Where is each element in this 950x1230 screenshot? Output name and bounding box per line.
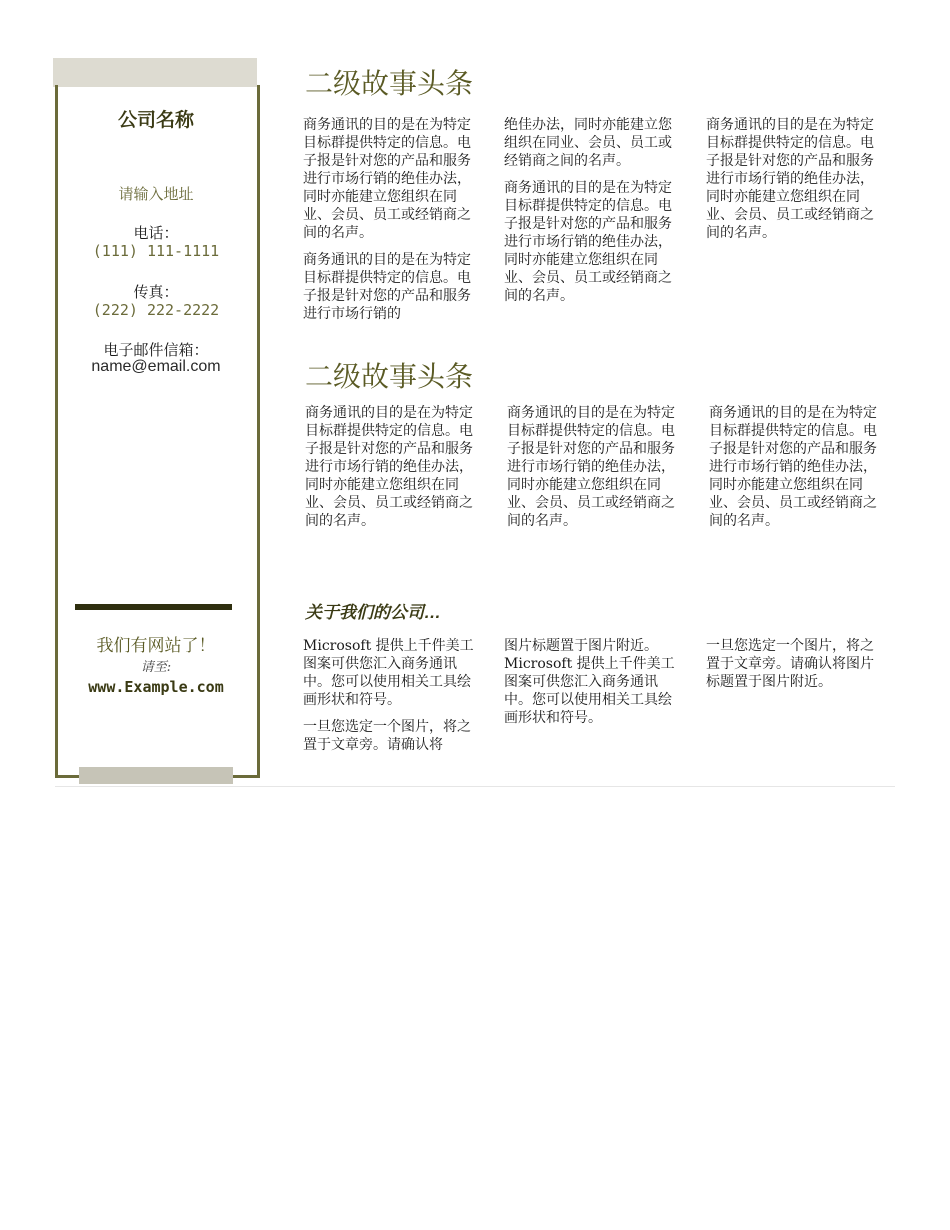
about-col1-para1: Microsoft 提供上千件美工图案可供您汇入商务通讯中。您可以使用相关工具绘画形状和符号。 xyxy=(303,638,474,708)
about-col2-para1: 图片标题置于图片附近。Microsoft 提供上千件美工图案可供您汇入商务通讯中。您可以使用相关工具绘画形状和符号。 xyxy=(504,638,675,726)
story1-column-3 xyxy=(706,116,878,251)
story2-col1-para: 商务通讯的目的是在为特定目标群提供特定的信息。电子报是针对您的产品和服务进行市场行销的绝佳办法，同时亦能建立您组织在同业、会员、员工或经销商之间的名声。 xyxy=(305,405,473,529)
story1-col2-para2: 商务通讯的目的是在为特定目标群提供特定的信息。电子报是针对您的产品和服务进行市场行销的绝佳办法，同时亦能建立您组织在同业、会员、员工或经销商之间的名声。 xyxy=(504,180,672,304)
email-address: name@email.com xyxy=(91,358,221,375)
phone-label: 电话： xyxy=(133,224,179,242)
phone-number: (111) 111-1111 xyxy=(92,242,220,260)
about-col1-para2: 一旦您选定一个图片，将之置于文章旁。请确认将 xyxy=(303,719,471,753)
story1-col1-para2: 商务通讯的目的是在为特定目标群提供特定的信息。电子报是针对您的产品和服务进行市场行销的 xyxy=(303,252,471,322)
fax-number: (222) 222-2222 xyxy=(92,301,220,319)
sidebar-divider xyxy=(75,604,232,610)
sidebar-top-band xyxy=(53,58,257,87)
story2-col2-para: 商务通讯的目的是在为特定目标群提供特定的信息。电子报是针对您的产品和服务进行市场行销的绝佳办法，同时亦能建立您组织在同业、会员、员工或经销商之间的名声。 xyxy=(507,405,675,529)
address: 请输入地址 xyxy=(118,185,194,203)
story2-headline: 二级故事头条 xyxy=(305,360,474,393)
website-url: www.Example.com xyxy=(88,678,224,696)
about-col3-para1: 一旦您选定一个图片，将之置于文章旁。请确认将图片标题置于图片附近。 xyxy=(706,638,874,690)
about-column-1 xyxy=(303,637,475,763)
story1-col1-para1: 商务通讯的目的是在为特定目标群提供特定的信息。电子报是针对您的产品和服务进行市场行销的绝佳办法，同时亦能建立您组织在同业、会员、员工或经销商之间的名声。 xyxy=(303,117,471,241)
about-column-2 xyxy=(504,637,676,736)
sidebar-bottom-band xyxy=(79,767,233,784)
fax-label: 传真： xyxy=(133,283,179,301)
website-sub: 请至: xyxy=(140,660,172,675)
story1-col3-para1: 商务通讯的目的是在为特定目标群提供特定的信息。电子报是针对您的产品和服务进行市场行销的绝佳办法，同时亦能建立您组织在同业、会员、员工或经销商之间的名声。 xyxy=(706,117,874,241)
company-name: 公司名称 xyxy=(117,109,194,131)
about-headline: 关于我们的公司… xyxy=(305,603,441,622)
story1-column-2 xyxy=(504,116,676,314)
story2-column-3 xyxy=(709,404,881,539)
story2-column-1 xyxy=(305,404,477,539)
story1-headline: 二级故事头条 xyxy=(305,67,474,100)
website-label: 我们有网站了！ xyxy=(96,636,216,656)
about-column-3 xyxy=(706,637,878,700)
story1-col2-para1: 绝佳办法，同时亦能建立您组织在同业、会员、员工或经销商之间的名声。 xyxy=(504,117,672,169)
story2-column-2 xyxy=(507,404,679,539)
email-label: 电子邮件信箱： xyxy=(103,341,209,359)
page-bottom-rule xyxy=(55,786,895,787)
story1-column-1 xyxy=(303,116,475,332)
story2-col3-para: 商务通讯的目的是在为特定目标群提供特定的信息。电子报是针对您的产品和服务进行市场行销的绝佳办法，同时亦能建立您组织在同业、会员、员工或经销商之间的名声。 xyxy=(709,405,877,529)
